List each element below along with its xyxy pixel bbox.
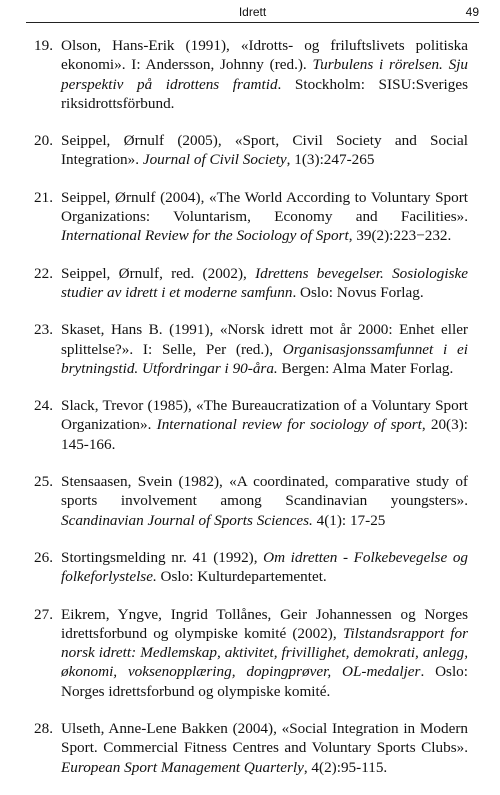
reference-number: 21.: [34, 188, 53, 206]
running-header-title: Idrett: [238, 5, 267, 19]
reference-number: 26.: [34, 548, 53, 566]
reference-item: [34, 264, 468, 303]
reference-text: [61, 720, 468, 776]
running-header: [26, 0, 479, 23]
reference-title-italic: Organisasjonssamfunnet i ei brytningstid. Utfordringar i 90-åra.: [61, 340, 468, 377]
reference-text: [61, 37, 468, 112]
reference-text-segment: . Oslo: Novus Forlag.: [292, 283, 424, 301]
reference-number: 25.: [34, 473, 53, 491]
reference-text-segment: Stortingsmelding nr. 41 (1992),: [61, 548, 264, 566]
reference-number: 22.: [34, 264, 53, 282]
reference-title-italic: International review for sociology of sport: [156, 416, 422, 434]
reference-number: 23.: [34, 321, 53, 339]
reference-text-segment: . Stockholm: SISU:Sveriges riksidrottsförbund.: [61, 75, 469, 112]
reference-text-segment: . Oslo: Norges idrettsforbund og olympiske komité.: [61, 663, 468, 700]
reference-text-segment: , 1(3):247-265: [286, 151, 375, 169]
page-number: 49: [465, 5, 479, 19]
reference-item: [34, 396, 468, 454]
reference-item: [34, 605, 468, 701]
reference-text: [61, 189, 468, 245]
reference-number: 27.: [34, 605, 53, 623]
reference-title-italic: European Sport Management Quarterly: [61, 758, 304, 776]
reference-item: [34, 320, 468, 378]
reference-title-italic: Journal of Civil Society: [142, 151, 287, 169]
reference-title-italic: Scandinavian Journal of Sports Sciences.: [61, 511, 313, 529]
reference-text: [61, 473, 468, 529]
reference-item: [34, 188, 468, 246]
reference-title-italic: Tilstandsrapport for norsk idrett: Medlemskap, aktivitet, frivillighet, demokrati, anlegg, økonomi, voksenopplæring, dopingprøver, OL-medaljer: [61, 624, 469, 681]
reference-item: [34, 36, 468, 113]
reference-text-segment: 4(1): 17-25: [312, 511, 386, 529]
reference-text-segment: Olson, Hans-Erik (1991), «Idrotts- og friluftslivets politiska ekonomi». I: Andersson, Johnny (red.).: [61, 37, 468, 74]
reference-text-segment: Seippel, Ørnulf, red. (2002),: [61, 264, 256, 282]
reference-item: [34, 548, 468, 587]
reference-item: [34, 719, 468, 777]
reference-text-segment: Ulseth, Anne-Lene Bakken (2004), «Social Integration in Modern Sport. Commercial Fitness Centres and Voluntary Sports Clubs».: [61, 720, 468, 757]
reference-number: 28.: [34, 720, 53, 738]
reference-text-segment: Seippel, Ørnulf (2004), «The World According to Voluntary Sport Organizations: Voluntarism, Economy and Facilities».: [61, 188, 468, 226]
reference-item: [34, 131, 468, 170]
reference-text-segment: Bergen: Alma Mater Forlag.: [277, 359, 454, 377]
reference-list: [34, 36, 468, 795]
reference-title-italic: Idrettens bevegelser. Sosiologiske studier av idrett i et moderne samfunn: [61, 264, 468, 301]
reference-number: 20.: [34, 132, 53, 150]
reference-title-italic: Turbulens i rörelsen. Sju perspektiv på idrottens framtid: [61, 56, 469, 93]
reference-title-italic: International Review for the Sociology of Sport: [61, 227, 349, 245]
reference-number: 19.: [34, 37, 53, 54]
reference-text-segment: Eikrem, Yngve, Ingrid Tollånes, Geir Johannessen og Norges idrettsforbund og olympiske komité (2002),: [61, 605, 468, 642]
reference-text-segment: , 39(2):223−232.: [348, 227, 452, 245]
reference-text: [61, 606, 468, 700]
reference-text-segment: Skaset, Hans B. (1991), «Norsk idrett mot år 2000: Enhet eller splittelse?». I: Selle, Per (red.),: [61, 321, 468, 358]
reference-text-segment: , 20(3): 145-166.: [61, 416, 468, 453]
reference-text: [61, 321, 468, 377]
reference-text: [61, 549, 468, 585]
reference-text-segment: , 4(2):95-115.: [303, 758, 388, 776]
reference-title-italic: Om idretten - Folkebevegelse og folkeforlystelse.: [61, 548, 469, 586]
reference-text-segment: Stensaasen, Svein (1982), «A coordinated, comparative study of sports involvement among Scandinavian youngsters».: [61, 473, 468, 510]
reference-text: [61, 397, 468, 453]
reference-text-segment: Slack, Trevor (1985), «The Bureaucratization of a Voluntary Sport Organization».: [61, 397, 468, 434]
reference-text-segment: Oslo: Kulturdepartementet.: [156, 568, 327, 586]
reference-text: [61, 132, 468, 168]
reference-text-segment: Seippel, Ørnulf (2005), «Sport, Civil Society and Social Integration».: [61, 132, 468, 169]
reference-text: [61, 265, 468, 301]
reference-number: 24.: [34, 397, 53, 415]
reference-item: [34, 472, 468, 530]
